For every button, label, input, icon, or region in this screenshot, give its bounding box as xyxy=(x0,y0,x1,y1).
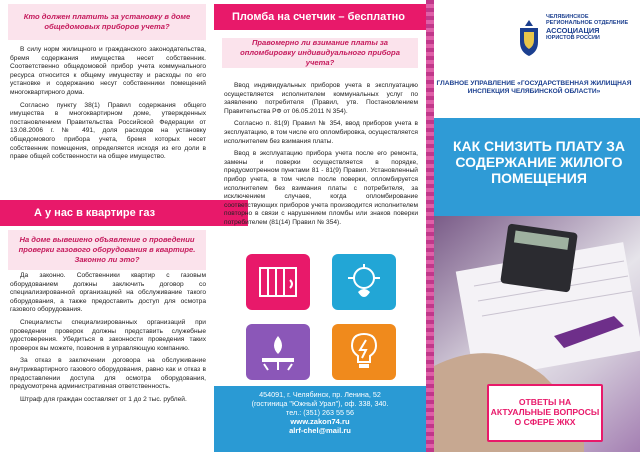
brochure-title: КАК СНИЗИТЬ ПЛАТУ ЗА СОДЕРЖАНИЕ ЖИЛОГО ПОМЕЩЕНИЯ xyxy=(452,138,626,186)
assoc-sub-text: ЮРИСТОВ РОССИИ xyxy=(546,35,600,42)
answer-meters-p2: Согласно пункту 38(1) Правил содержания общего имущества в многоквартирном доме, утвержденных постановлением Правительства Российской Федерации от 13.08.2006 г. № 491, доля расходов на установку общедомового прибора учета, бремя которых несет собственник помещения, определяется исходя из его доли в праве общей собственности на общее имущество. xyxy=(10,101,206,161)
answer-seal-p3: Ввод в эксплуатацию прибора учета после его ремонта, замены и поверки осуществляется в порядке, предусмотренном пунктами 81 - 81(9) Правил. Установленный прибор учета, в том числе после поверки, опломбируется исполнителем без взимания платы с потребителя, за исключением случаев, когда опломбирование соответствующих приборов учета производится исполнителем повторно в связи с нарушением пломбы или знаков поверки потребителем (81(14) Правил № 354). xyxy=(224,150,418,226)
answer-meters-p1: В силу норм жилищного и гражданского законодательства, бремя содержания имущества несет собственник. Соответственно общедомовой прибор учета коммунального ресурса относится к общему имуществу и расходы по его установке и содержанию несут собственники помещений многоквартирного дома. xyxy=(10,46,206,96)
heading-gas xyxy=(0,200,248,226)
gas-burner-icon xyxy=(246,324,310,380)
question-box-meters xyxy=(8,4,206,40)
contact-site[interactable]: www.zakon74.ru xyxy=(290,417,350,426)
heading-seal xyxy=(214,4,444,30)
answer-seal-p2: Согласно п. 81(9) Правил № 354, ввод приборов учета в эксплуатацию, в том числе его опломбировка, осуществляется исполнителем без взимания платы. xyxy=(224,120,418,145)
radiator-icon xyxy=(246,254,310,310)
question-seal-text: Правомерно ли взимание платы за опломбировку индивидуального прибора учета? xyxy=(240,38,400,67)
answer-gas xyxy=(10,272,206,408)
association-logo xyxy=(546,14,630,42)
answer-gas-p3: За отказ в заключении договора на обслуживание внутриквартирного газового оборудования, равно как и отказ в предоставлении доступа для осмотра оборудования, предусмотрена административная ответственность. xyxy=(10,357,206,391)
contact-address: 454091, г. Челябинск, пр. Ленина, 52 xyxy=(259,390,381,399)
utility-icons xyxy=(246,254,396,380)
question-box-seal xyxy=(222,38,418,68)
answers-badge-text: ОТВЕТЫ НА АКТУАЛЬНЫЕ ВОПРОСЫ О СФЕРЕ ЖКХ xyxy=(490,397,600,427)
contact-phone: тел.: (351) 263 55 56 xyxy=(286,408,354,417)
emblem-icon xyxy=(516,18,542,58)
question-gas-text: На доме вывешено объявление о проведении проверки газового оборудования в квартире. Законно ли это? xyxy=(18,235,196,264)
heading-gas-text: А у нас в квартире газ xyxy=(34,207,156,219)
contact-email[interactable]: alrf-chel@mail.ru xyxy=(289,426,351,435)
answers-badge xyxy=(487,384,603,442)
assoc-big-text: АССОЦИАЦИЯ xyxy=(546,25,600,35)
inspection-name: ГЛАВНОЕ УПРАВЛЕНИЕ «ГОСУДАРСТВЕННАЯ ЖИЛИЩНАЯ ИНСПЕКЦИЯ ЧЕЛЯБИНСКОЙ ОБЛАСТИ» xyxy=(436,80,632,95)
assoc-small-text: ЧЕЛЯБИНСКОЕ РЕГИОНАЛЬНОЕ ОТДЕЛЕНИЕ xyxy=(546,14,629,27)
answer-gas-p2: Специалисты специализированных организаций при проведении проверок должны представить служебные удостоверения. Убедиться в законности проведения таких проверок вы можете, позвонив в управляющую компанию. xyxy=(10,318,206,352)
question-box-gas xyxy=(8,230,206,270)
contact-info xyxy=(214,390,426,435)
question-meters-text: Кто должен платить за установку в доме общедомовых приборов учета? xyxy=(23,12,191,31)
answer-meters xyxy=(10,46,206,166)
water-tap-icon xyxy=(332,254,396,310)
electricity-icon xyxy=(332,324,396,380)
contact-hotel: (гостиница "Южный Урал"), оф. 338, 340. xyxy=(251,399,389,408)
heading-seal-text: Пломба на счетчик – бесплатно xyxy=(232,11,405,23)
answer-seal xyxy=(224,82,418,232)
answer-gas-p4: Штраф для граждан составляет от 1 до 2 тыс. рублей. xyxy=(20,395,187,403)
decorative-stripe xyxy=(426,0,434,452)
answer-seal-p1: Ввод индивидуальных приборов учета в эксплуатацию осуществляется исполнителем коммунальных услуг по заявлению потребителя (Правил, утв. Постановлением Правительства РФ от 06.05.2011 N 354). xyxy=(224,82,418,115)
answer-gas-p1: Да законно. Собственники квартир с газовым оборудованием должны заключить договор со специализированной организацией на обслуживание такого оборудования, а также предоставить доступ для осмотра газового оборудования. xyxy=(10,272,206,314)
